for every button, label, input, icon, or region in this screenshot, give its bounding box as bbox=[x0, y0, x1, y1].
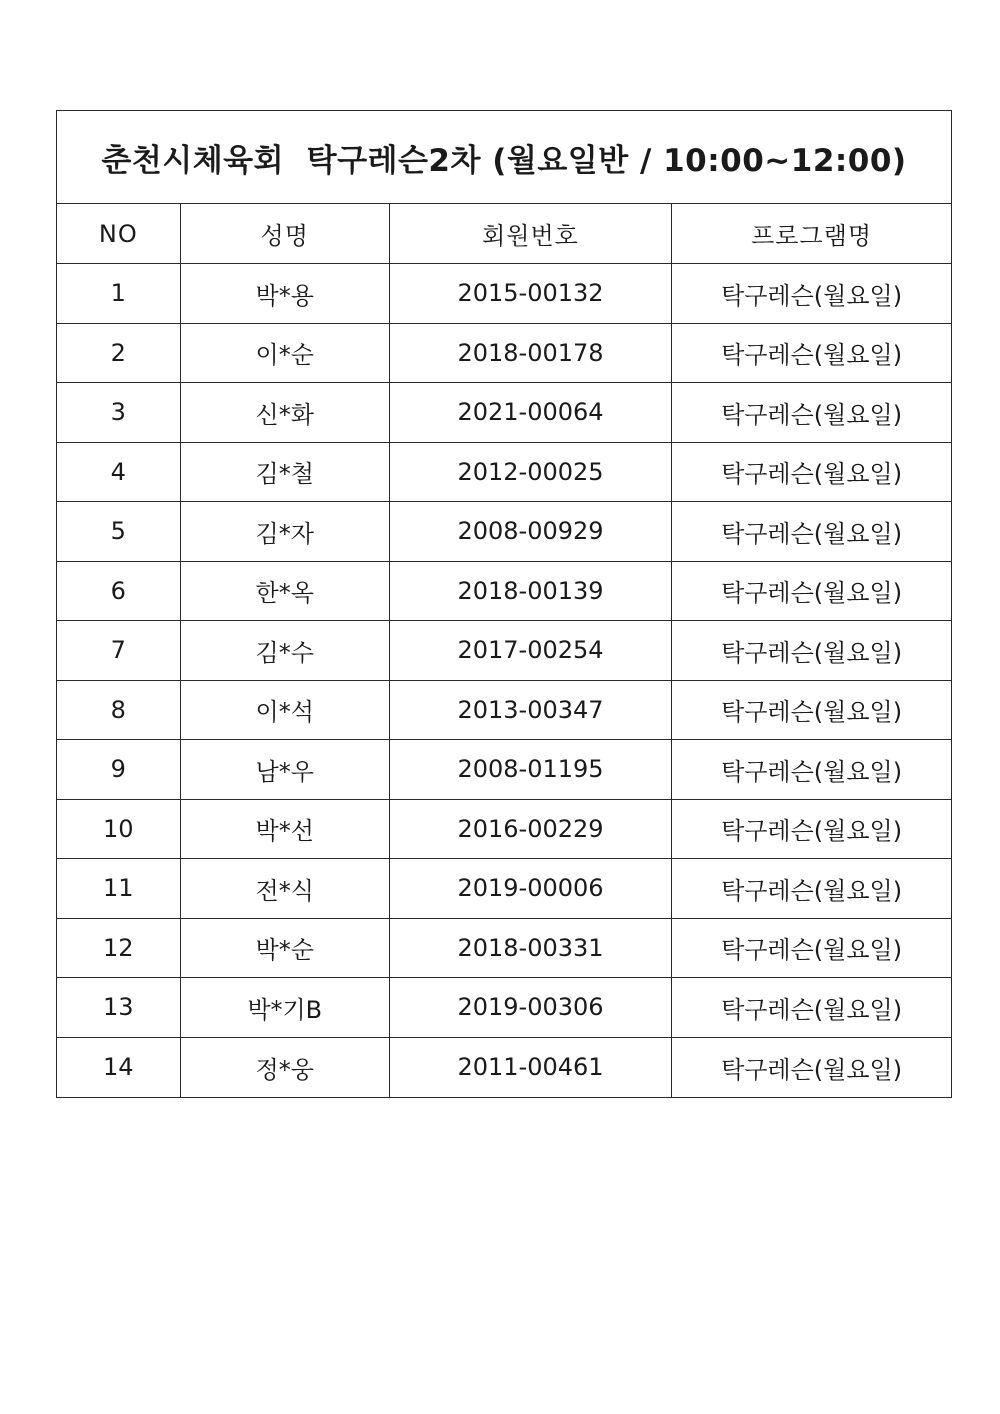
cell-member-id: 2012-00025 bbox=[389, 442, 671, 502]
cell-program: 탁구레슨(월요일) bbox=[672, 680, 951, 740]
roster-sheet bbox=[56, 110, 952, 1098]
cell-name: 이*석 bbox=[180, 680, 389, 740]
cell-no: 7 bbox=[57, 621, 180, 681]
cell-name: 박*선 bbox=[180, 799, 389, 859]
header-program: 프로그램명 bbox=[672, 204, 951, 264]
table-row bbox=[57, 918, 951, 978]
table-row bbox=[57, 383, 951, 443]
table-row bbox=[57, 680, 951, 740]
cell-name: 전*식 bbox=[180, 859, 389, 919]
cell-name: 김*철 bbox=[180, 442, 389, 502]
cell-name: 김*자 bbox=[180, 502, 389, 562]
cell-member-id: 2016-00229 bbox=[389, 799, 671, 859]
table-row bbox=[57, 799, 951, 859]
cell-member-id: 2008-01195 bbox=[389, 740, 671, 800]
cell-member-id: 2018-00178 bbox=[389, 323, 671, 383]
cell-no: 2 bbox=[57, 323, 180, 383]
cell-program: 탁구레슨(월요일) bbox=[672, 918, 951, 978]
cell-no: 10 bbox=[57, 799, 180, 859]
roster-table bbox=[57, 204, 951, 1097]
cell-name: 정*웅 bbox=[180, 1037, 389, 1097]
cell-program: 탁구레슨(월요일) bbox=[672, 859, 951, 919]
cell-program: 탁구레슨(월요일) bbox=[672, 264, 951, 324]
table-row bbox=[57, 859, 951, 919]
cell-no: 6 bbox=[57, 561, 180, 621]
cell-member-id: 2018-00139 bbox=[389, 561, 671, 621]
cell-member-id: 2017-00254 bbox=[389, 621, 671, 681]
cell-program: 탁구레슨(월요일) bbox=[672, 740, 951, 800]
cell-no: 4 bbox=[57, 442, 180, 502]
header-row bbox=[57, 204, 951, 264]
cell-name: 박*순 bbox=[180, 918, 389, 978]
cell-no: 12 bbox=[57, 918, 180, 978]
cell-no: 13 bbox=[57, 978, 180, 1038]
cell-no: 9 bbox=[57, 740, 180, 800]
cell-name: 박*용 bbox=[180, 264, 389, 324]
table-row bbox=[57, 264, 951, 324]
cell-name: 박*기B bbox=[180, 978, 389, 1038]
cell-program: 탁구레슨(월요일) bbox=[721, 1055, 903, 1084]
cell-program: 탁구레슨(월요일) bbox=[672, 383, 951, 443]
cell-member-id: 2021-00064 bbox=[389, 383, 671, 443]
table-row bbox=[57, 621, 951, 681]
cell-member-id: 2015-00132 bbox=[389, 264, 671, 324]
table-row bbox=[57, 740, 951, 800]
cell-member-id: 2011-00461 bbox=[389, 1037, 671, 1097]
cell-member-id: 2018-00331 bbox=[389, 918, 671, 978]
cell-member-id: 2019-00006 bbox=[389, 859, 671, 919]
cell-no: 5 bbox=[57, 502, 180, 562]
cell-no: 1 bbox=[57, 264, 180, 324]
table-row bbox=[57, 978, 951, 1038]
title-row bbox=[57, 111, 951, 204]
cell-name: 신*화 bbox=[180, 383, 389, 443]
cell-no: 14 bbox=[57, 1037, 180, 1097]
cell-name: 남*우 bbox=[180, 740, 389, 800]
table-row bbox=[57, 442, 951, 502]
cell-no: 8 bbox=[57, 680, 180, 740]
cell-member-id: 2013-00347 bbox=[389, 680, 671, 740]
cell-name: 김*수 bbox=[180, 621, 389, 681]
roster-body bbox=[57, 264, 951, 1097]
cell-program: 탁구레슨(월요일) bbox=[672, 978, 951, 1038]
cell-no: 3 bbox=[57, 383, 180, 443]
table-row bbox=[57, 323, 951, 383]
table-row bbox=[57, 502, 951, 562]
header-no: NO bbox=[57, 204, 180, 264]
cell-no: 11 bbox=[57, 859, 180, 919]
cell-program: 탁구레슨(월요일) bbox=[672, 502, 951, 562]
cell-member-id: 2019-00306 bbox=[389, 978, 671, 1038]
table-row bbox=[57, 561, 951, 621]
header-name: 성명 bbox=[180, 204, 389, 264]
cell-program: 탁구레슨(월요일) bbox=[672, 442, 951, 502]
header-member-id: 회원번호 bbox=[389, 204, 671, 264]
cell-name: 이*순 bbox=[180, 323, 389, 383]
cell-program: 탁구레슨(월요일) bbox=[672, 323, 951, 383]
table-row bbox=[57, 1037, 951, 1097]
page-title: 춘천시체육회 탁구레슨2차 (월요일반 / 10:00~12:00) bbox=[101, 142, 907, 179]
cell-name: 한*옥 bbox=[180, 561, 389, 621]
cell-program: 탁구레슨(월요일) bbox=[672, 621, 951, 681]
cell-member-id: 2008-00929 bbox=[389, 502, 671, 562]
cell-program: 탁구레슨(월요일) bbox=[672, 561, 951, 621]
cell-program: 탁구레슨(월요일) bbox=[672, 799, 951, 859]
